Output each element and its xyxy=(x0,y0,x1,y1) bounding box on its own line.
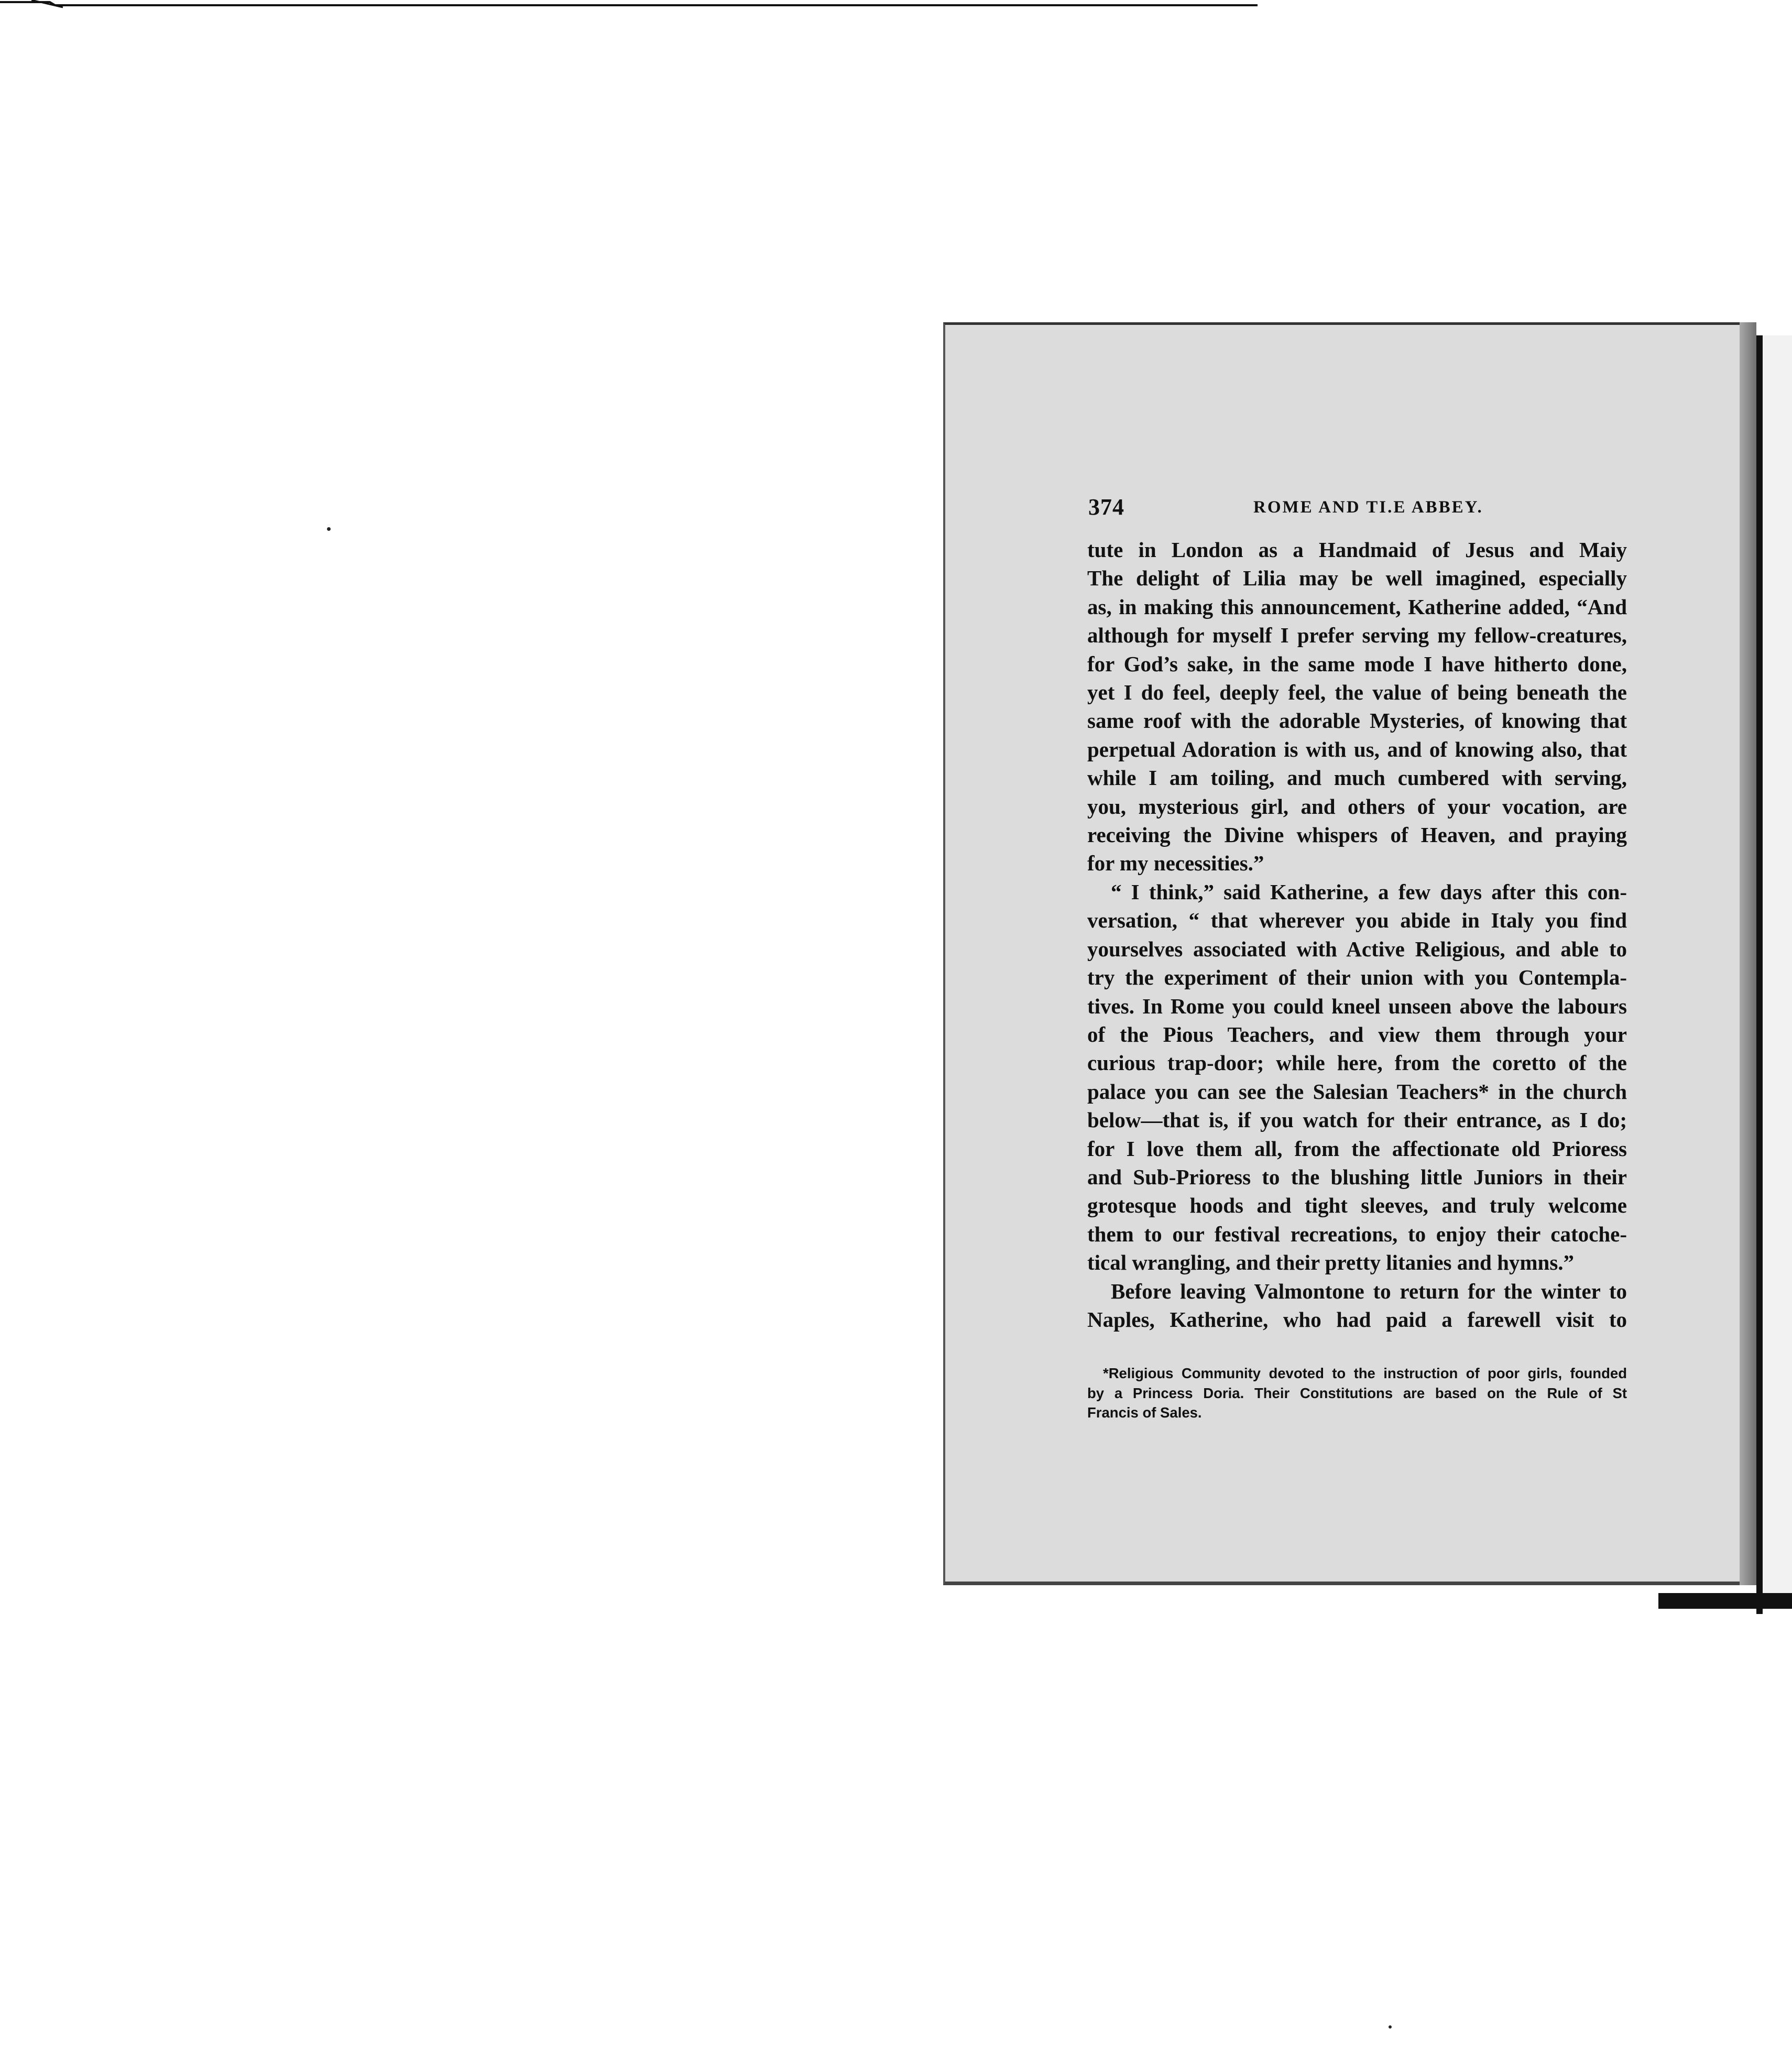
text-line: curious trap-door; while here, from the coretto of the xyxy=(1087,1051,1627,1075)
text-line: as, in making this announcement, Katherine added, “And xyxy=(1087,594,1627,619)
footnote xyxy=(1087,1364,1627,1423)
text-line: try the experiment of their union with you Contempla- xyxy=(1087,965,1627,990)
footnote-line: by a Princess Doria. Their Constitutions are based on the Rule of St xyxy=(1087,1384,1627,1401)
text-line: “ I think,” said Katherine, a few days after this con- xyxy=(1111,879,1627,904)
text-line: grotesque hoods and tight sleeves, and truly welcome xyxy=(1087,1193,1627,1218)
text-line: yet I do feel, deeply feel, the value of being beneath the xyxy=(1087,680,1627,705)
scan-corner-mark xyxy=(0,0,1258,10)
text-line: for my necessities.” xyxy=(1087,851,1264,876)
page-header xyxy=(1088,494,1628,520)
text-line: below—that is, if you watch for their entrance, as I do; xyxy=(1087,1108,1627,1132)
text-line: versation, “ that wherever you abide in Italy you find xyxy=(1087,908,1627,933)
body-text xyxy=(1087,536,1627,1334)
scan-speck xyxy=(1389,2025,1392,2029)
text-line: Before leaving Valmontone to return for the winter to xyxy=(1111,1279,1627,1303)
scan-speck xyxy=(327,527,331,531)
text-line: tical wrangling, and their pretty litanies and hymns.” xyxy=(1087,1250,1575,1275)
text-line: Naples, Katherine, who had paid a farewell visit to xyxy=(1087,1307,1627,1332)
text-line: yourselves associated with Active Religious, and able to xyxy=(1087,936,1627,961)
text-line: receiving the Divine whispers of Heaven, and praying xyxy=(1087,823,1627,847)
text-line: tives. In Rome you could kneel unseen above the labours xyxy=(1087,994,1627,1018)
text-line: The delight of Lilia may be well imagined, especially xyxy=(1087,566,1627,591)
footnote-line: *Religious Community devoted to the instruction of poor girls, founded xyxy=(1103,1365,1627,1381)
text-line: palace you can see the Salesian Teachers* in the church xyxy=(1087,1079,1627,1104)
text-line: and Sub-Prioress to the blushing little Juniors in their xyxy=(1087,1164,1627,1189)
page-bottom-bar xyxy=(1658,1593,1792,1609)
page-spine-shadow xyxy=(1740,322,1756,1585)
text-line: for God’s sake, in the same mode I have hitherto done, xyxy=(1087,651,1627,676)
text-line: them to our festival recreations, to enjoy their catoche- xyxy=(1087,1222,1627,1246)
page-gutter-bar xyxy=(1756,335,1763,1614)
text-line: perpetual Adoration is with us, and of knowing also, that xyxy=(1087,737,1627,761)
running-head: ROME AND TI.E ABBEY. xyxy=(1253,498,1483,517)
footnote-line: Francis of Sales. xyxy=(1087,1404,1202,1421)
text-line: for I love them all, from the affectionate old Prioress xyxy=(1087,1136,1627,1161)
text-line: tute in London as a Handmaid of Jesus and Maiy xyxy=(1087,538,1627,562)
text-line: of the Pious Teachers, and view them through your xyxy=(1087,1022,1627,1046)
text-line: while I am toiling, and much cumbered with serving, xyxy=(1087,766,1627,790)
text-line: you, mysterious girl, and others of your vocation, are xyxy=(1087,794,1627,819)
text-line: same roof with the adorable Mysteries, of knowing that xyxy=(1087,708,1627,733)
page-number: 374 xyxy=(1088,494,1124,520)
text-line: although for myself I prefer serving my fellow-creatures, xyxy=(1087,623,1627,648)
